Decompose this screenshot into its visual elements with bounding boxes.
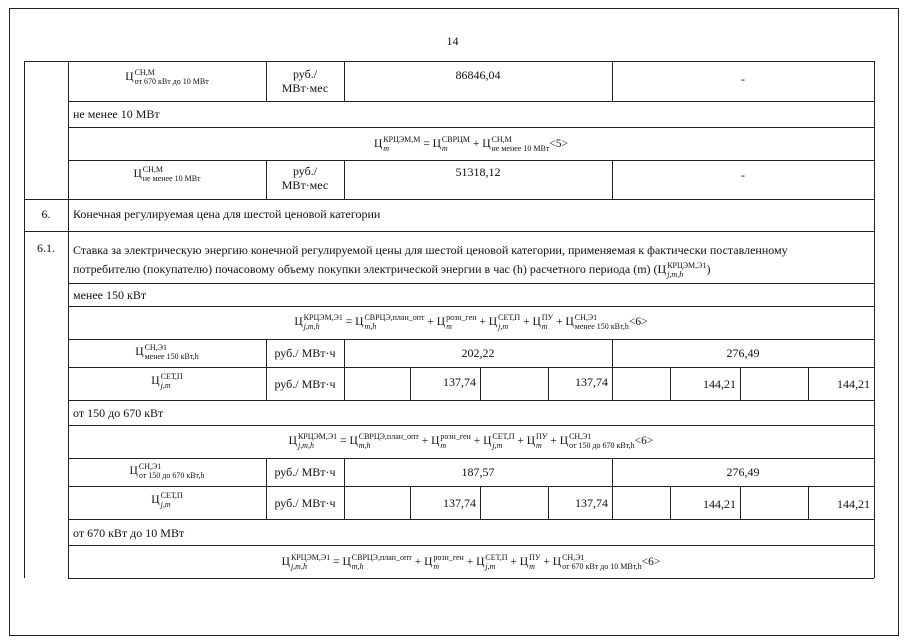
row-divider [24, 231, 874, 232]
empty-dash: - [741, 72, 745, 86]
unit-label: руб./ МВт·ч [274, 377, 336, 391]
price-value: 144,21 [837, 377, 870, 391]
row-divider [68, 400, 874, 401]
col-divider [480, 367, 481, 400]
price-value: 86846,04 [455, 68, 501, 82]
description-line: Ставка за электрическую энергию конечной регулируемой цены для шестой ценовой категории, применяемая к фактически поставленному [73, 243, 788, 257]
price-value: 144,21 [703, 377, 736, 391]
formula: Ц КРЦЭМ,Э1 j,m,h = Ц СВРЦЭ,план_опт m,h + Ц розн_ген m + Ц СЕТ,П j,m + Ц ПУ m + Ц СН,Э1 менее 150 кВт,h <6> [294, 313, 648, 331]
unit-label: руб./ МВт·мес [281, 164, 329, 192]
col-divider [740, 367, 741, 400]
row-divider [68, 486, 874, 487]
price-value: 202,22 [461, 346, 495, 360]
row-divider [68, 519, 874, 520]
section-label: от 670 кВт до 10 МВт [73, 526, 185, 540]
price-symbol: Ц СН,М не менее 10 МВт [133, 165, 201, 183]
formula: Ц КРЦЭМ,М m = Ц СВРЦМ m + Ц СН,М не менее 10 МВт <5> [373, 135, 569, 153]
price-symbol: Ц СН,М от 670 кВт до 10 МВт [125, 68, 209, 86]
row-divider [68, 127, 874, 128]
section-label: не менее 10 МВт [73, 107, 160, 121]
page-number: 14 [446, 34, 459, 48]
unit-label: руб./ МВт·ч [274, 496, 336, 510]
price-value: 276,49 [726, 465, 760, 479]
price-value: 137,74 [443, 496, 476, 510]
row-divider [24, 199, 874, 200]
col-divider [740, 486, 741, 519]
price-symbol: Ц СН,Э1 от 150 до 670 кВт,h [129, 462, 205, 480]
price-symbol: Ц СЕТ,П j,m [151, 491, 183, 509]
row-divider [68, 458, 874, 459]
col-divider [480, 486, 481, 519]
price-symbol: Ц СН,Э1 менее 150 кВт,h [135, 343, 199, 361]
price-symbol: Ц СЕТ,П j,m [151, 372, 183, 390]
formula: Ц КРЦЭМ,Э1 j,m,h = Ц СВРЦЭ,план_опт m,h + Ц розн_ген m + Ц СЕТ,П j,m + Ц ПУ m + Ц СН,Э1 от 150 до 670 кВт,h <6> [288, 432, 654, 450]
row-divider [68, 160, 874, 161]
price-value: 144,21 [837, 497, 870, 511]
row-divider [68, 339, 874, 340]
item-number: 6. [41, 207, 51, 221]
row-divider [68, 306, 874, 307]
section-heading: Конечная регулируемая цена для шестой ценовой категории [73, 207, 381, 221]
price-value: 51318,12 [455, 165, 501, 179]
price-value: 137,74 [575, 375, 608, 389]
price-value: 276,49 [726, 346, 760, 360]
section-label: менее 150 кВт [73, 288, 147, 302]
row-divider [68, 425, 874, 426]
price-value: 144,21 [703, 497, 736, 511]
table-right-border [874, 61, 875, 578]
row-divider [68, 545, 874, 546]
unit-label: руб./ МВт·ч [274, 465, 336, 479]
formula: Ц КРЦЭМ,Э1 j,m,h = Ц СВРЦЭ,план_опт m,h + Ц розн_ген m + Ц СЕТ,П j,m + Ц ПУ m + Ц СН,Э1 от 670 кВт до 10 МВт,h <6> [281, 553, 661, 571]
table-top-border [24, 61, 874, 62]
row-divider [68, 101, 874, 102]
row-divider [68, 578, 874, 579]
empty-dash: - [741, 168, 745, 182]
unit-label: руб./ МВт·ч [274, 346, 336, 360]
section-label: от 150 до 670 кВт [73, 406, 164, 420]
price-value: 137,74 [443, 375, 476, 389]
description-line: потребителю (покупателю) почасовому объему покупки электрической энергии в час (h) расчетного периода (m) (Ц КРЦЭМ,Э1 j,m,h ) [73, 261, 711, 279]
price-value: 137,74 [575, 496, 608, 510]
price-value: 187,57 [461, 465, 495, 479]
row-divider [68, 283, 874, 284]
item-number: 6.1. [37, 241, 55, 255]
row-divider [68, 367, 874, 368]
unit-label: руб./ МВт·мес [281, 67, 329, 95]
table-left-border [24, 61, 25, 578]
